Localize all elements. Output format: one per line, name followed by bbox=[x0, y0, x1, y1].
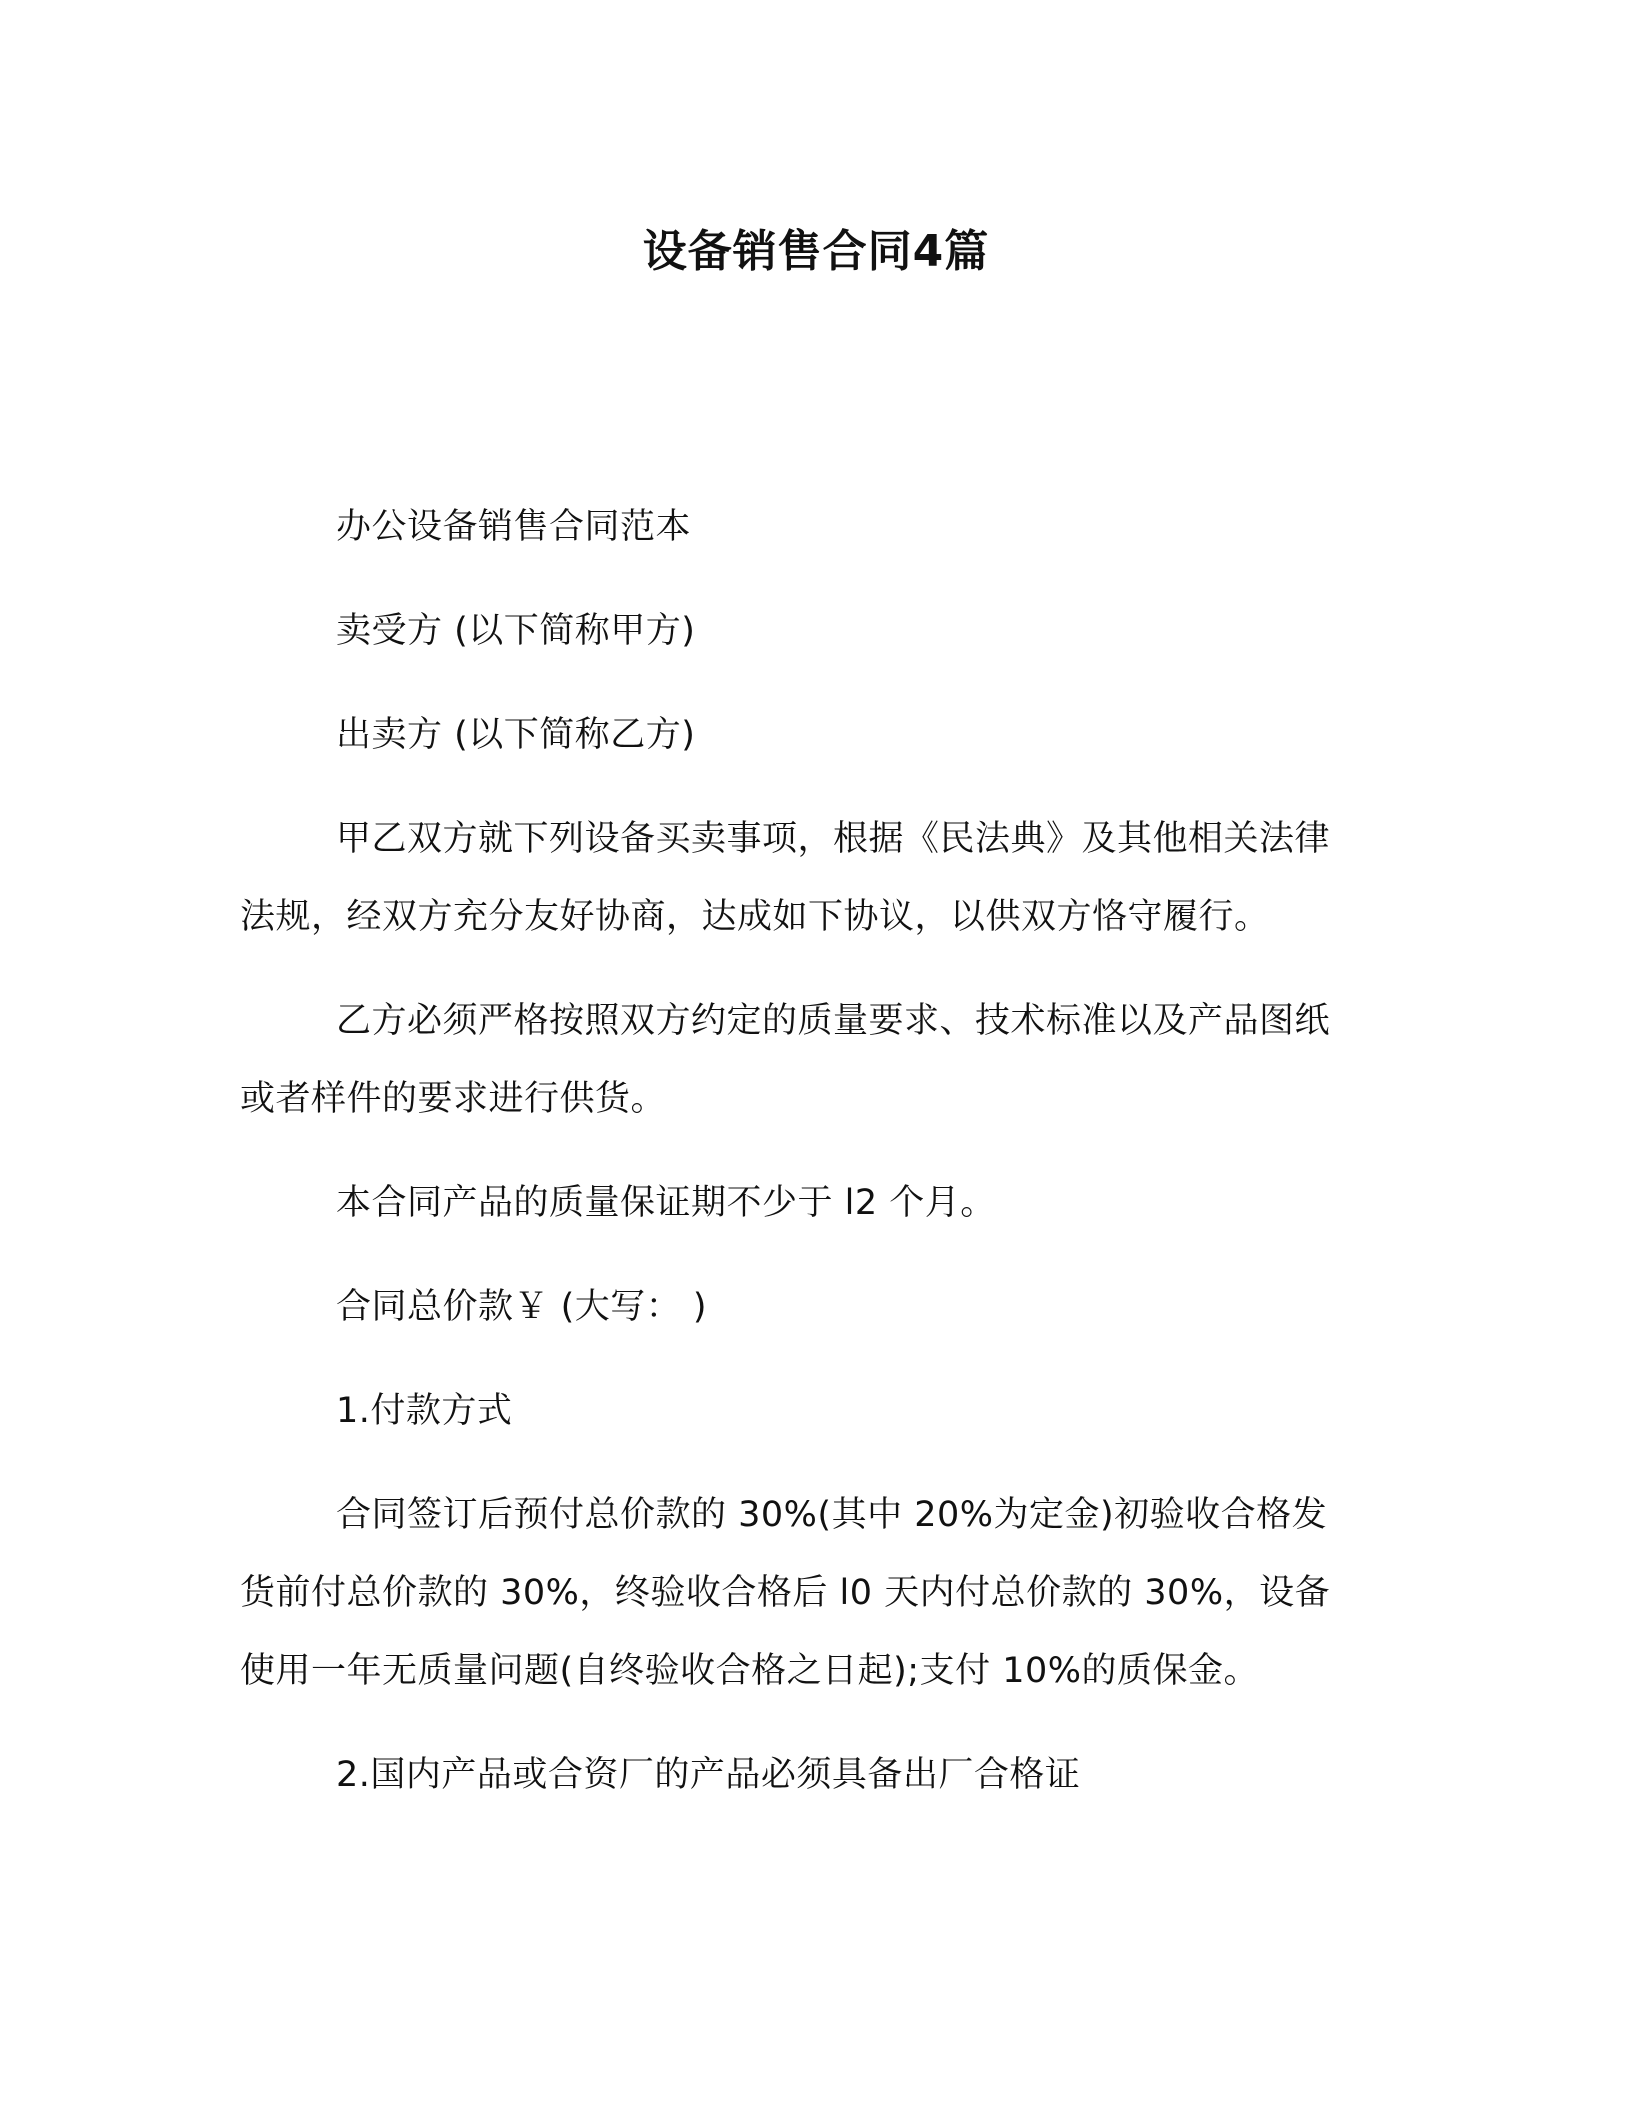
document-title: 设备销售合同4篇 bbox=[642, 226, 990, 277]
paragraph-quality-requirements bbox=[240, 982, 1390, 1138]
paragraph-line: 使用一年无质量问题(自终验收合格之日起);支付 10%的质保金。 bbox=[240, 1651, 1260, 1691]
paragraph-line: 合同总价款￥ (大写： ) bbox=[336, 1287, 708, 1327]
paragraph-line: 本合同产品的质量保证期不少于 l2 个月。 bbox=[336, 1183, 996, 1223]
paragraph-line: 卖受方 (以下简称甲方) bbox=[336, 611, 696, 651]
paragraph-total-price bbox=[240, 1268, 1390, 1346]
paragraph-line: 乙方必须严格按照双方约定的质量要求、技术标准以及产品图纸 bbox=[336, 1001, 1331, 1041]
paragraph-payment-terms bbox=[240, 1476, 1390, 1710]
paragraph-agreement-basis bbox=[240, 800, 1390, 956]
paragraph-heading-template bbox=[240, 488, 1390, 566]
paragraph-buyer bbox=[240, 592, 1390, 670]
paragraph-line: 合同签订后预付总价款的 30%(其中 20%为定金)初验收合格发 bbox=[336, 1495, 1328, 1535]
paragraph-line: 货前付总价款的 30%，终验收合格后 l0 天内付总价款的 30%，设备 bbox=[240, 1573, 1331, 1613]
paragraph-line: 或者样件的要求进行供货。 bbox=[240, 1079, 667, 1119]
paragraph-warranty-period bbox=[240, 1164, 1390, 1242]
paragraph-line: 法规，经双方充分友好协商，达成如下协议，以供双方恪守履行。 bbox=[240, 897, 1270, 937]
paragraph-seller bbox=[240, 696, 1390, 774]
paragraph-line: 甲乙双方就下列设备买卖事项，根据《民法典》及其他相关法律 bbox=[336, 819, 1331, 859]
paragraph-line: 出卖方 (以下简称乙方) bbox=[336, 715, 696, 755]
paragraph-line: 1.付款方式 bbox=[336, 1391, 513, 1431]
paragraph-payment-heading bbox=[240, 1372, 1390, 1450]
paragraph-certificate bbox=[240, 1736, 1390, 1814]
paragraph-line: 2.国内产品或合资厂的产品必须具备出厂合格证 bbox=[336, 1755, 1081, 1795]
paragraph-line: 办公设备销售合同范本 bbox=[336, 507, 692, 547]
